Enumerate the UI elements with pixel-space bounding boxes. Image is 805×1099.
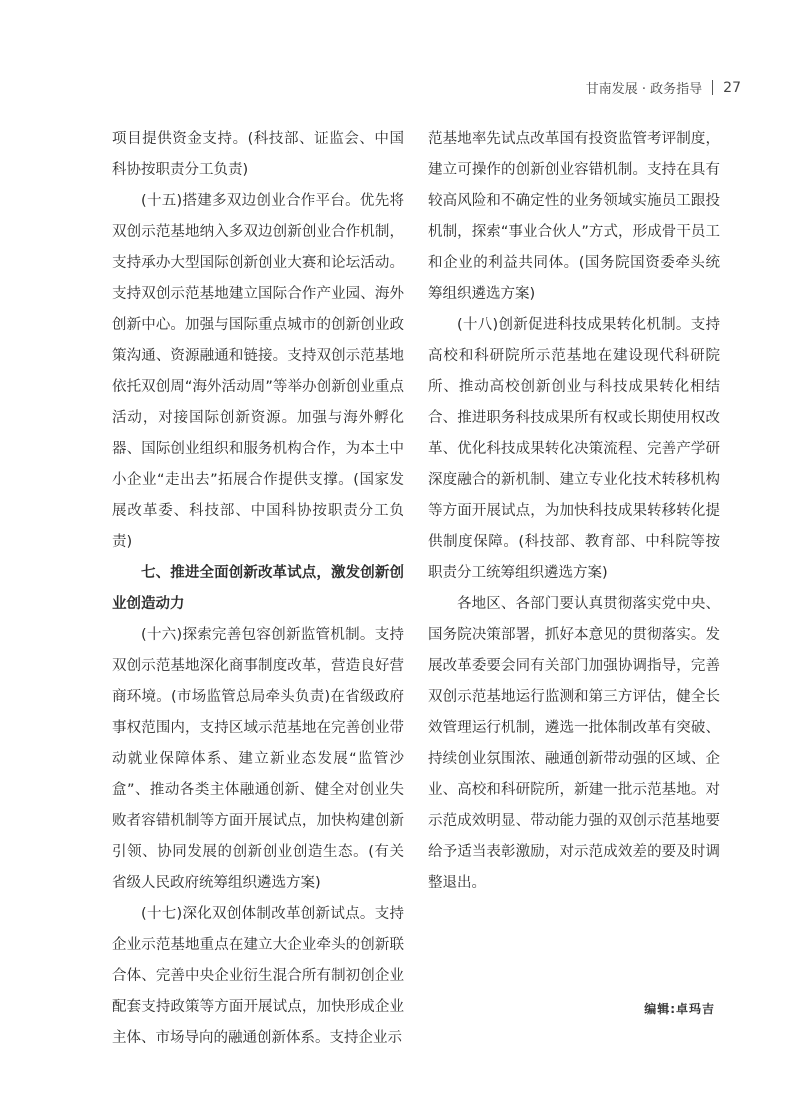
paragraph: 范基地率先试点改革国有投资监管考评制度，建立可操作的创新创业容错机制。支持在具有较高风险和不确定性的业务领域实施员工跟投机制，探索“事业合伙人”方式，形成骨干员工和企业的利益共同体。(国务院国资委牵头统筹组织遴选方案) bbox=[428, 131, 720, 302]
paragraph: (十七)深化双创体制改革创新试点。支持企业示范基地重点在建立大企业牵头的创新联合体、完善中央企业衍生混合所有制初创企业配套支持政策等方面开展试点，加快形成企业主体、市场导向的融通创新体系。支持企业示 bbox=[112, 906, 404, 1046]
journal-title: 甘南发展 · 政务指导 bbox=[585, 82, 703, 97]
right-column bbox=[428, 124, 720, 899]
section-heading: 七、推进全面创新改革试点，激发创新创业创造动力 bbox=[112, 565, 404, 612]
page-number: 27 bbox=[723, 79, 741, 96]
editor-credit: 编辑:卓玛吉 bbox=[644, 1002, 715, 1016]
paragraph: (十五)搭建多双边创业合作平台。优先将双创示范基地纳入多双边创新创业合作机制，支持承办大型国际创新创业大赛和论坛活动。支持双创示范基地建立国际合作产业园、海外创新中心。加强与国际重点城市的创新创业政策沟通、资源融通和链接。支持双创示范基地依托双创周“海外活动周”等举办创新创业重点活动，对接国际创新资源。加强与海外孵化器、国际创业组织和服务机构合作，为本土中小企业“走出去”拓展合作提供支撑。(国家发展改革委、科技部、中国科协按职责分工负责) bbox=[112, 193, 404, 550]
paragraph: 项目提供资金支持。(科技部、证监会、中国科协按职责分工负责) bbox=[112, 131, 404, 178]
left-column bbox=[112, 124, 404, 1054]
paragraph: 各地区、各部门要认真贯彻落实党中央、国务院决策部署，抓好本意见的贯彻落实。发展改革委要会同有关部门加强协调指导，完善双创示范基地运行监测和第三方评估，健全长效管理运行机制，遴选一批体制改革有突破、持续创业氛围浓、融通创新带动强的区域、企业、高校和科研院所，新建一批示范基地。对示范成效明显、带动能力强的双创示范基地要给予适当表彰激励，对示范成效差的要及时调整退出。 bbox=[428, 596, 720, 891]
header-divider bbox=[712, 80, 713, 95]
paragraph: (十六)探索完善包容创新监管机制。支持双创示范基地深化商事制度改革，营造良好营商环境。(市场监管总局牵头负责)在省级政府事权范围内，支持区域示范基地在完善创业带动就业保障体系、建立新业态发展“监管沙盒”、推动各类主体融通创新、健全对创业失败者容错机制等方面开展试点，加快构建创新引领、协同发展的创新创业创造生态。(有关省级人民政府统筹组织遴选方案) bbox=[112, 627, 404, 891]
paragraph: (十八)创新促进科技成果转化机制。支持高校和科研院所示范基地在建设现代科研院所、推动高校创新创业与科技成果转化相结合、推进职务科技成果所有权或长期使用权改革、优化科技成果转化决策流程、完善产学研深度融合的新机制、建立专业化技术转移机构等方面开展试点，为加快科技成果转移转化提供制度保障。(科技部、教育部、中科院等按职责分工统筹组织遴选方案) bbox=[428, 317, 720, 581]
running-header bbox=[586, 78, 741, 97]
